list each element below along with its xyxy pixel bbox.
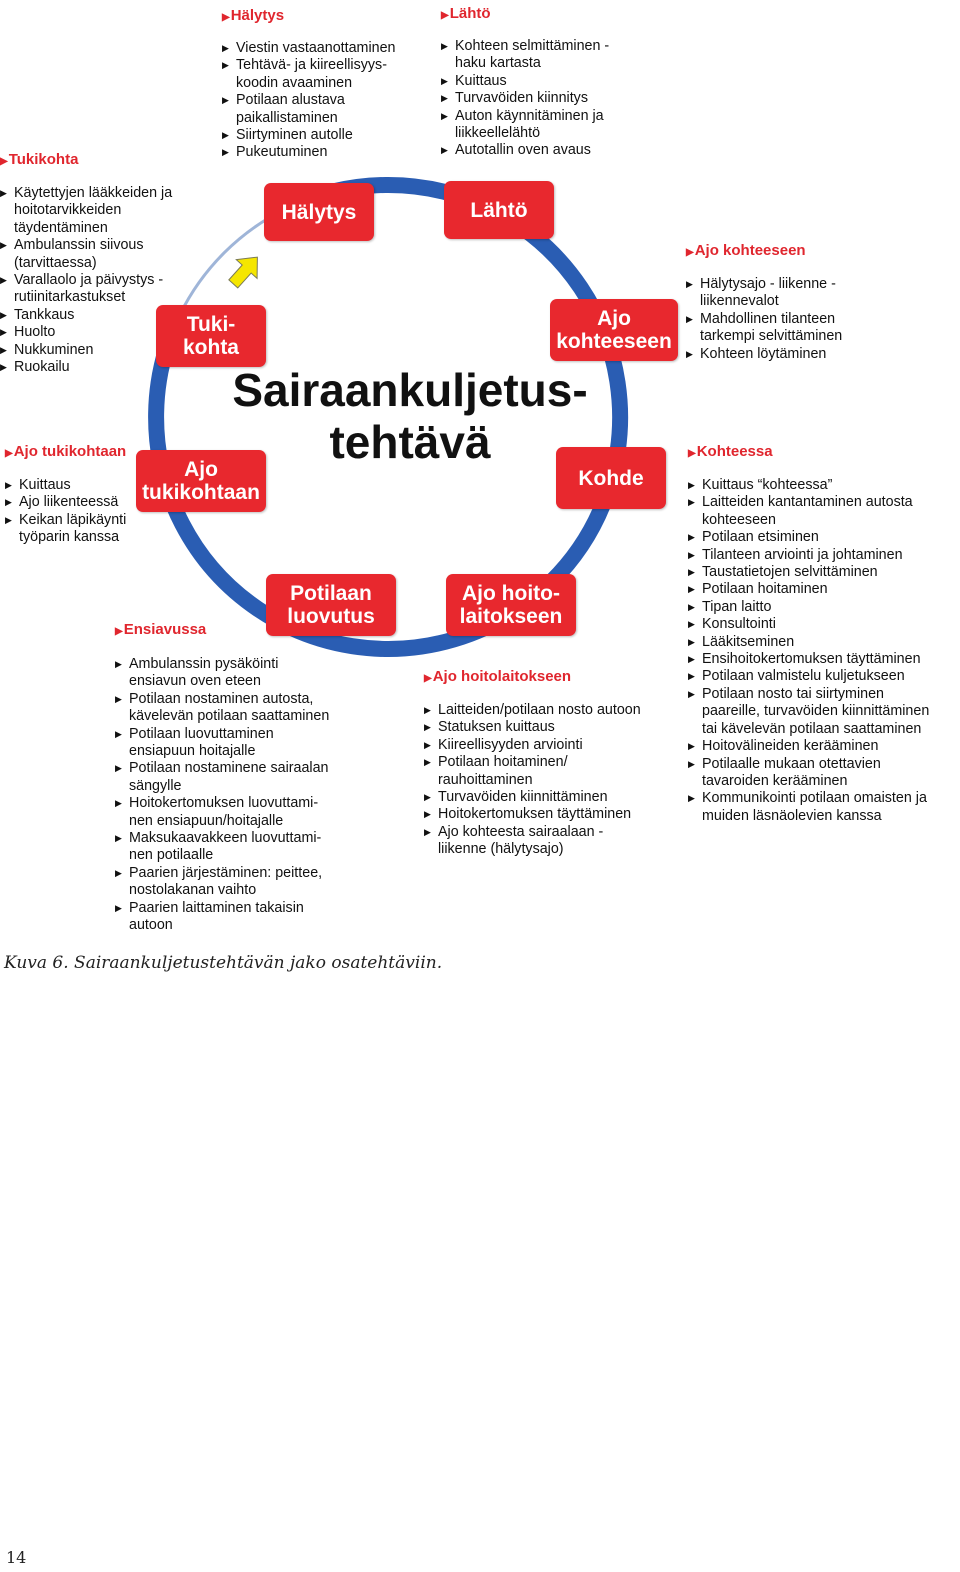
list-item: ▶ Potilaan etsiminen	[688, 529, 929, 546]
list-item: ▶ Tipan laitto	[688, 599, 929, 616]
section-title	[115, 621, 329, 638]
box-kohde: Kohde	[556, 447, 666, 509]
list-item: ▶ Ambulanssin pysäköinti ensiavun oven eteen	[115, 656, 329, 691]
section-lahto	[441, 5, 609, 160]
section-title	[0, 151, 172, 168]
list-item: ▶ Taustatietojen selvittäminen	[688, 564, 929, 581]
list-item: ▶ Paarien järjestäminen: peittee, nostolakanan vaihto	[115, 865, 329, 900]
list-item: ▶ Mahdollinen tilanteen tarkempi selvittäminen	[686, 311, 842, 346]
box-ajo-tukikohtaan: Ajo tukikohtaan	[136, 450, 266, 512]
section-list	[222, 40, 396, 162]
list-item: ▶ Ajo kohteesta sairaalaan - liikenne (hälytysajo)	[424, 824, 641, 859]
section-title-text: Hälytys	[230, 7, 285, 24]
list-item: ▶ Potilaan nosto tai siirtyminen paareille, turvavöiden kiinnittäminen tai kävelevän potilaan saattaminen	[688, 686, 929, 738]
box-halytys: Hälytys	[264, 183, 374, 241]
list-item: ▶ Käytettyjen lääkkeiden ja hoitotarvikkeiden täydentäminen	[0, 185, 172, 237]
triangle-bullet-icon: ▶	[686, 247, 694, 258]
list-item: ▶ Kuittaus	[5, 477, 126, 494]
list-item: ▶ Laitteiden/potilaan nosto autoon	[424, 702, 641, 719]
section-list	[424, 702, 641, 859]
list-item: ▶ Tankkaus	[0, 307, 172, 324]
list-item: ▶ Ambulanssin siivous (tarvittaessa)	[0, 237, 172, 272]
list-item: ▶ Huolto	[0, 324, 172, 341]
list-item: ▶ Paarien laittaminen takaisin autoon	[115, 900, 329, 935]
triangle-bullet-icon: ▶	[5, 448, 13, 459]
box-lahto: Lähtö	[444, 181, 554, 239]
box-ajo-hoitolaitokseen: Ajo hoito- laitokseen	[446, 574, 576, 636]
list-item: ▶ Kuittaus “kohteessa”	[688, 477, 929, 494]
diagram-center-title: Sairaankuljetus- tehtävä	[232, 364, 588, 468]
list-item: ▶ Kohteen selmittäminen - haku kartasta	[441, 38, 609, 73]
list-item: ▶ Potilaan luovuttaminen ensiapuun hoitajalle	[115, 726, 329, 761]
list-item: ▶ Siirtyminen autolle	[222, 127, 396, 144]
list-item: ▶ Viestin vastaanottaminen	[222, 40, 396, 57]
section-ajo-kohteeseen	[686, 242, 842, 363]
triangle-bullet-icon: ▶	[222, 12, 230, 23]
list-item: ▶ Kiireellisyyden arviointi	[424, 737, 641, 754]
list-item: ▶ Kommunikointi potilaan omaisten ja muiden läsnäolevien kanssa	[688, 790, 929, 825]
section-halytys	[222, 7, 396, 162]
list-item: ▶ Konsultointi	[688, 616, 929, 633]
list-item: ▶ Ruokailu	[0, 359, 172, 376]
section-title-text: Lähtö	[449, 5, 491, 22]
list-item: ▶ Turvavöiden kiinnitys	[441, 90, 609, 107]
list-item: ▶ Potilaalle mukaan otettavien tavaroiden kerääminen	[688, 756, 929, 791]
list-item: ▶ Tehtävä- ja kiireellisyys- koodin avaaminen	[222, 57, 396, 92]
section-list	[686, 276, 842, 363]
section-list	[441, 38, 609, 160]
section-title-text: Ensiavussa	[123, 621, 207, 638]
section-kohteessa	[688, 443, 929, 825]
section-title	[222, 7, 396, 24]
section-ajo-hoitolaitokseen	[424, 668, 641, 859]
figure-caption: Kuva 6. Sairaankuljetustehtävän jako osatehtäviin.	[4, 953, 443, 973]
section-list	[688, 477, 929, 825]
list-item: ▶ Autotallin oven avaus	[441, 142, 609, 159]
page-number: 14	[6, 1548, 27, 1567]
list-item: ▶ Nukkuminen	[0, 342, 172, 359]
section-title-text: Ajo tukikohtaan	[13, 443, 127, 460]
list-item: ▶ Lääkitseminen	[688, 634, 929, 651]
section-ajo-tukikohtaan	[5, 443, 126, 547]
list-item: ▶ Hoitokertomuksen luovuttami- nen ensiapuun/hoitajalle	[115, 795, 329, 830]
section-title	[5, 443, 126, 460]
list-item: ▶ Keikan läpikäynti työparin kanssa	[5, 512, 126, 547]
section-title	[688, 443, 929, 460]
triangle-bullet-icon: ▶	[115, 626, 123, 637]
list-item: ▶ Laitteiden kantantaminen autosta kohteeseen	[688, 494, 929, 529]
list-item: ▶ Potilaan valmistelu kuljetukseen	[688, 668, 929, 685]
list-item: ▶ Pukeutuminen	[222, 144, 396, 161]
list-item: ▶ Kohteen löytäminen	[686, 346, 842, 363]
section-list	[115, 656, 329, 935]
list-item: ▶ Varallaolo ja päivystys - rutiinitarkastukset	[0, 272, 172, 307]
section-title-text: Kohteessa	[696, 443, 773, 460]
list-item: ▶ Potilaan nostaminene sairaalan sängylle	[115, 760, 329, 795]
section-list	[5, 477, 126, 547]
list-item: ▶ Auton käynnitäminen ja liikkeellelähtö	[441, 108, 609, 143]
triangle-bullet-icon: ▶	[441, 10, 449, 21]
list-item: ▶ Maksukaavakkeen luovuttami- nen potilaalle	[115, 830, 329, 865]
list-item: ▶ Ajo liikenteessä	[5, 494, 126, 511]
list-item: ▶ Ensihoitokertomuksen täyttäminen	[688, 651, 929, 668]
section-title	[441, 5, 609, 22]
triangle-bullet-icon: ▶	[424, 673, 432, 684]
section-list	[0, 185, 172, 376]
list-item: ▶ Hoitovälineiden kerääminen	[688, 738, 929, 755]
list-item: ▶ Potilaan hoitaminen	[688, 581, 929, 598]
section-title	[424, 668, 641, 685]
box-potilaan-luovutus: Potilaan luovutus	[266, 574, 396, 636]
list-item: ▶ Hälytysajo - liikenne - liikennevalot	[686, 276, 842, 311]
box-tukikohta: Tuki- kohta	[156, 305, 266, 367]
triangle-bullet-icon: ▶	[688, 448, 696, 459]
box-ajo-kohteeseen: Ajo kohteeseen	[550, 299, 678, 361]
section-title	[686, 242, 842, 259]
list-item: ▶ Potilaan alustava paikallistaminen	[222, 92, 396, 127]
section-ensiavussa	[115, 621, 329, 935]
yellow-arrow-icon	[223, 248, 268, 293]
list-item: ▶ Kuittaus	[441, 73, 609, 90]
triangle-bullet-icon: ▶	[0, 156, 8, 167]
list-item: ▶ Statuksen kuittaus	[424, 719, 641, 736]
list-item: ▶ Potilaan nostaminen autosta, kävelevän potilaan saattaminen	[115, 691, 329, 726]
list-item: ▶ Turvavöiden kiinnittäminen	[424, 789, 641, 806]
section-title-text: Ajo hoitolaitokseen	[432, 668, 572, 685]
list-item: ▶ Hoitokertomuksen täyttäminen	[424, 806, 641, 823]
section-title-text: Ajo kohteeseen	[694, 242, 806, 259]
list-item: ▶ Potilaan hoitaminen/ rauhoittaminen	[424, 754, 641, 789]
section-tukikohta	[0, 151, 172, 376]
list-item: ▶ Tilanteen arviointi ja johtaminen	[688, 547, 929, 564]
section-title-text: Tukikohta	[8, 151, 79, 168]
